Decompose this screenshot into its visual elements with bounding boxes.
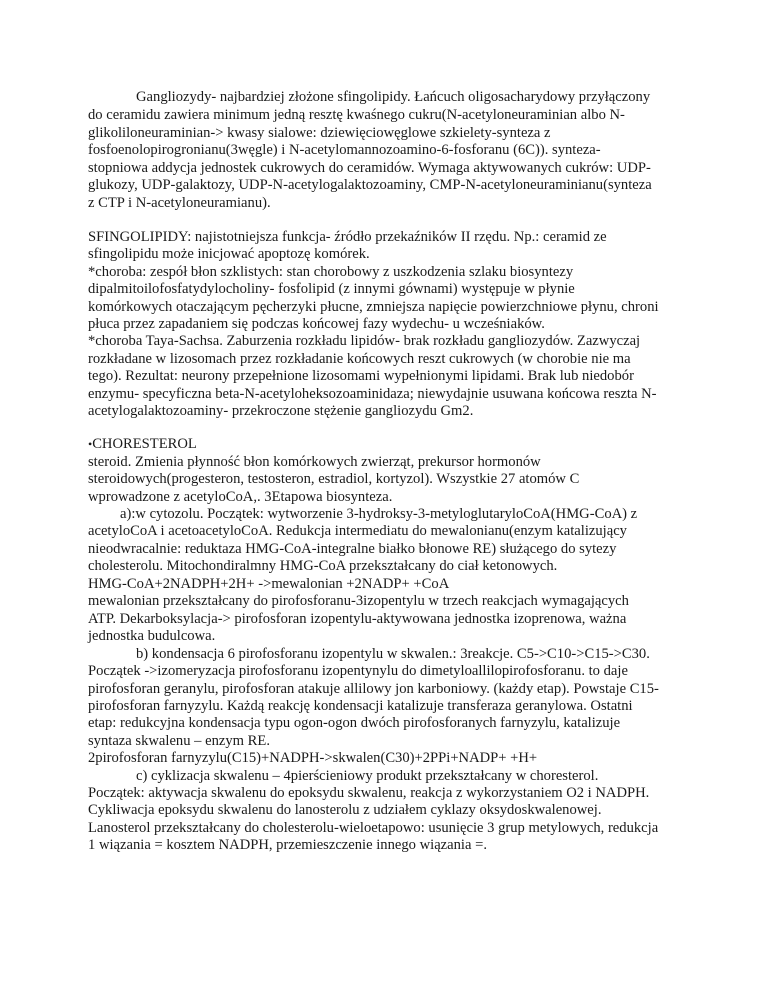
- text-line: rozkładane w lizosomach przez rozkładanie końcowych reszt cukrowych (w chorobie nie ma: [88, 351, 631, 367]
- text-line: Cykliwacja epoksydu skwalenu do lanosterolu z udziałem cyklazy oksydoskwalenowej.: [88, 802, 602, 818]
- text-line: syntaza skwalenu – enzym RE.: [88, 733, 270, 749]
- text-line: pirofosforan geranylu, pirofosforan atakuje allilowy jon karboniowy. (każdy etap). Powstaje C15-: [88, 681, 659, 697]
- text-line: Lanosterol przekształcany do cholesterolu-wieloetapowo: usunięcie 3 grup metylowych, redukcja: [88, 820, 659, 836]
- text-line: pirofosforan farnyzylu. Każdą reakcję kondensacji katalizuje transferaza geranylowa. Ostatni: [88, 698, 633, 714]
- text-line: jednostka budulcowa.: [88, 628, 216, 644]
- text-line: steroidowych(progesteron, testosteron, estradiol, kortyzol). Wszystkie 27 atomów C: [88, 471, 580, 487]
- text-line: glukozy, UDP-galaktozy, UDP-N-acetylogalaktozoaminy, CMP-N-acetyloneuraminianu(synteza: [88, 177, 652, 193]
- text-line: steroid. Zmienia płynność błon komórkowych zwierząt, prekursor hormonów: [88, 454, 541, 470]
- text-line: acetyloCoA i acetoacetyloCoA. Redukcja intermediatu do mewalonianu(enzym katalizujący: [88, 523, 627, 539]
- text-line: stopniowa addycja jednostek cukrowych do ceramidów. Wymaga aktywowanych cukrów: UDP-: [88, 160, 651, 176]
- text-line: 1 wiązania = kosztem NADPH, przemieszczenie innego wiązania =.: [88, 837, 487, 853]
- text-line: *choroba: zespół błon szklistych: stan chorobowy z uszkodzenia szlaku biosyntezy: [88, 264, 574, 280]
- text-line: z CTP i N-acetyloneuramianu).: [88, 195, 271, 211]
- text-line: b) kondensacja 6 pirofosforanu izopentylu w skwalen.: 3reakcje. C5->C10->C15->C30.: [136, 646, 650, 662]
- text-line: Początek: aktywacja skwalenu do epoksydu skwalenu, reakcja z wykorzystaniem O2 i NADPH.: [88, 785, 650, 801]
- text-line: komórkowych otaczającym pęcherzyki płucne, zmniejsza napięcie powierzchniowe płynu, chroni: [88, 299, 659, 315]
- text-line: c) cyklizacja skwalenu – 4pierścieniowy produkt przekształcany w choresterol.: [136, 768, 599, 784]
- text-line: *choroba Taya-Sachsa. Zaburzenia rozkładu lipidów- brak rozkładu gangliozydów. Zazwyczaj: [88, 333, 641, 349]
- text-line: SFINGOLIPIDY: najistotniejsza funkcja- źródło przekaźników II rzędu. Np.: ceramid ze: [88, 229, 607, 245]
- section-heading: [88, 436, 197, 453]
- text-line: do ceramidu zawiera minimum jedną resztę kwaśnego cukru(N-acetyloneuraminian albo N-: [88, 107, 625, 123]
- text-line: płuca przez zapadaniem się podczas końcowej fazy wydechu- u wcześniaków.: [88, 316, 545, 332]
- text-line: sfingolipidu może inicjować apoptozę komórek.: [88, 246, 370, 262]
- text-line: a):w cytozolu. Początek: wytworzenie 3-hydroksy-3-metyloglutaryloCoA(HMG-CoA) z: [120, 506, 638, 522]
- bullet-icon: •: [88, 437, 93, 451]
- text-line: Początek ->izomeryzacja pirofosforanu izopentynylu do dimetyloallilopirofosforanu. to daje: [88, 663, 628, 679]
- text-line: glikoliloneuraminian-> kwasy sialowe: dziewięciowęglowe szkielety-synteza z: [88, 125, 551, 141]
- text-line: fosfoenolopirogronianu(3węgle) i N-acetylomannozoamino-6-fosforanu (6C)). synteza-: [88, 142, 601, 158]
- text-line: wprowadzone z acetyloCoA,. 3Etapowa biosynteza.: [88, 489, 393, 505]
- text-line: enzymu- specyficzna beta-N-acetyloheksozoaminidaza; niewydajnie usuwana końcowa reszta N-: [88, 386, 657, 402]
- text-line: tego). Rezultat: neurony przepełnione lizosomami wypełnionymi lipidami. Brak lub niedobór: [88, 368, 634, 384]
- text-line: nieodwracalnie: reduktaza HMG-CoA-integralne białko błonowe RE) służącego do sytezy: [88, 541, 617, 557]
- text-line: dipalmitoilofosfatydylocholiny- fosfolipid (z innymi gównami) występuje w płynie: [88, 281, 575, 297]
- text-line: Gangliozydy- najbardziej złożone sfingolipidy. Łańcuch oligosacharydowy przyłączony: [136, 89, 651, 105]
- text-line: mewalonian przekształcany do pirofosforanu-3izopentylu w trzech reakcjach wymagających: [88, 593, 629, 609]
- text-line: etap: redukcyjna kondensacja typu ogon-ogon dwóch pirofosforanych farnyzylu, katalizuje: [88, 715, 621, 731]
- equation-line: 2pirofosforan farnyzylu(C15)+NADPH->skwalen(C30)+2PPi+NADP+ +H+: [88, 750, 538, 766]
- text-line: acetylogalaktozoaminy- przekroczone stężenie gangliozydu Gm2.: [88, 403, 474, 419]
- text-line: cholesterolu. Mitochondiralmny HMG-CoA przekształcany do ciał ketonowych.: [88, 558, 558, 574]
- heading-text: CHORESTEROL: [92, 436, 197, 452]
- text-line: ATP. Dekarboksylacja-> pirofosforan izopentylu-aktywowana jednostka izoprenowa, ważna: [88, 611, 627, 627]
- equation-line: HMG-CoA+2NADPH+2H+ ->mewalonian +2NADP+ +CoA: [88, 576, 450, 592]
